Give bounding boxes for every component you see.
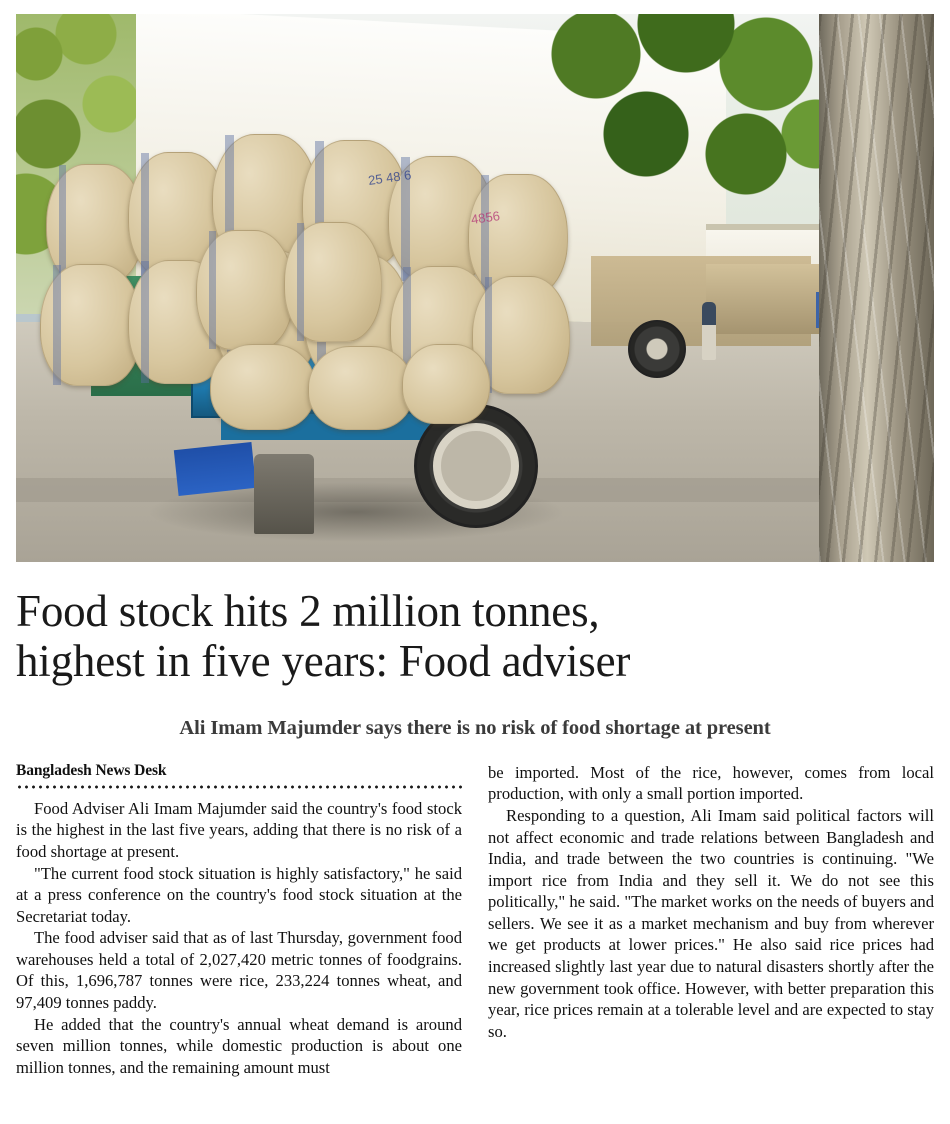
headline-line-1: Food stock hits 2 million tonnes,	[16, 586, 600, 636]
paragraph: be imported. Most of the rice, however, comes from local production, with only a small portion imported.	[488, 762, 934, 804]
grain-sack	[210, 344, 316, 430]
article-photo	[16, 14, 934, 562]
tree-trunk	[819, 14, 934, 562]
distant-loaded-cart-2	[706, 264, 826, 334]
cart-mudguard	[254, 454, 314, 534]
sack-marking-2: 4856	[470, 208, 501, 227]
paragraph: "The current food stock situation is highly satisfactory," he said at a press conference on the country's food stock situation at the Secretariat today.	[16, 863, 462, 926]
tree-foliage-icon	[536, 14, 836, 224]
grain-sack	[196, 230, 294, 350]
column-left	[16, 762, 462, 1078]
blue-plastic-sheet	[174, 442, 256, 496]
article-body	[16, 762, 934, 1078]
column-right	[488, 762, 934, 1078]
grain-sack	[308, 346, 414, 430]
distant-cart-wheel	[628, 320, 686, 378]
paragraph: Responding to a question, Ali Imam said political factors will not affect economic and trade relations between Bangladesh and India, and trade between the two countries is continuing. "We import rice from India and they sell it. We do not see this politically," he said. "The market works on the needs of buyers and sellers. We see it as a market mechanism and buy from wherever we get products at lower prices." He also said rice prices had increased slightly last year due to natural disasters shortly after the new government took office. However, with better preparation this year, rice prices remain at a tolerable level and are expected to stay so.	[488, 806, 934, 1041]
subheadline: Ali Imam Majumder says there is no risk of food shortage at present	[179, 716, 771, 739]
sack-marking-1: 25 48 6	[367, 167, 413, 188]
grain-sack	[40, 264, 142, 386]
paragraph: The food adviser said that as of last Thursday, government food warehouses held a total of 2,027,420 metric tonnes of foodgrains. Of this, 1,696,787 tonnes were rice, 233,224 tonnes wheat, and 97,409 tonnes paddy.	[16, 928, 462, 1012]
grain-sack	[284, 222, 382, 342]
dotted-rule	[16, 785, 462, 789]
grain-sack	[402, 344, 490, 424]
headline-line-2: highest in five years: Food adviser	[16, 636, 631, 687]
paragraph: Food Adviser Ali Imam Majumder said the country's food stock is the highest in the last five years, adding that there is no risk of a food shortage at present.	[16, 798, 462, 862]
page-title	[16, 586, 934, 687]
worker-figure	[702, 302, 716, 360]
paragraph: He added that the country's annual wheat demand is around seven million tonnes, while domestic production is about one million tonnes, and the remaining amount must	[16, 1014, 462, 1077]
byline: Bangladesh News Desk	[16, 761, 167, 779]
